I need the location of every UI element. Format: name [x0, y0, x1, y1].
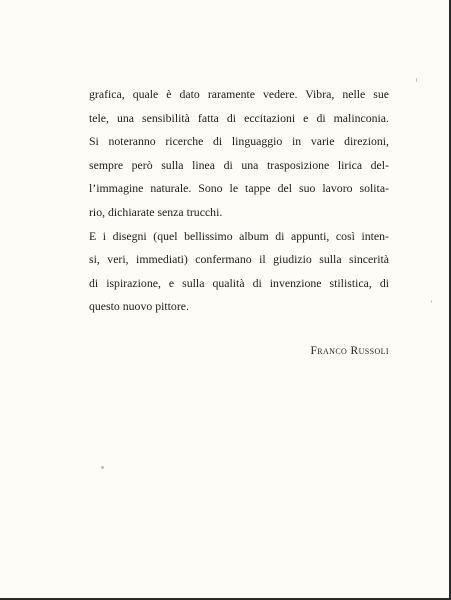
text-line: sempre però sulla linea di una trasposizione lirica del- — [89, 157, 389, 172]
author-signature: Franco Russoli — [310, 345, 389, 357]
text-line: si, veri, immediati) confermano il giudizio sulla sincerità — [89, 252, 389, 267]
paper-speck — [431, 300, 432, 303]
paragraph-1 — [89, 83, 389, 225]
paper-speck — [101, 466, 104, 469]
text-line: questo nuovo pittore. — [89, 299, 189, 314]
paragraph-2 — [89, 225, 389, 319]
text-line: di ispirazione, e sulla qualità di invenzione stilistica, di — [89, 275, 389, 290]
text-line: l’immagine naturale. Sono le tappe del suo lavoro solita- — [89, 181, 389, 196]
text-line: Si noteranno ricerche di linguaggio in varie direzioni, — [89, 134, 389, 149]
text-line: tele, una sensibilità fatta di eccitazioni e di malinconia. — [89, 110, 389, 125]
text-line: E i disegni (quel bellissimo album di appunti, così inten- — [89, 228, 389, 243]
body-text — [89, 83, 389, 319]
paper-speck — [416, 78, 417, 82]
text-line: grafica, quale è dato raramente vedere. Vibra, nelle sue — [89, 87, 389, 101]
text-line: rio, dichiarate senza trucchi. — [89, 204, 223, 219]
